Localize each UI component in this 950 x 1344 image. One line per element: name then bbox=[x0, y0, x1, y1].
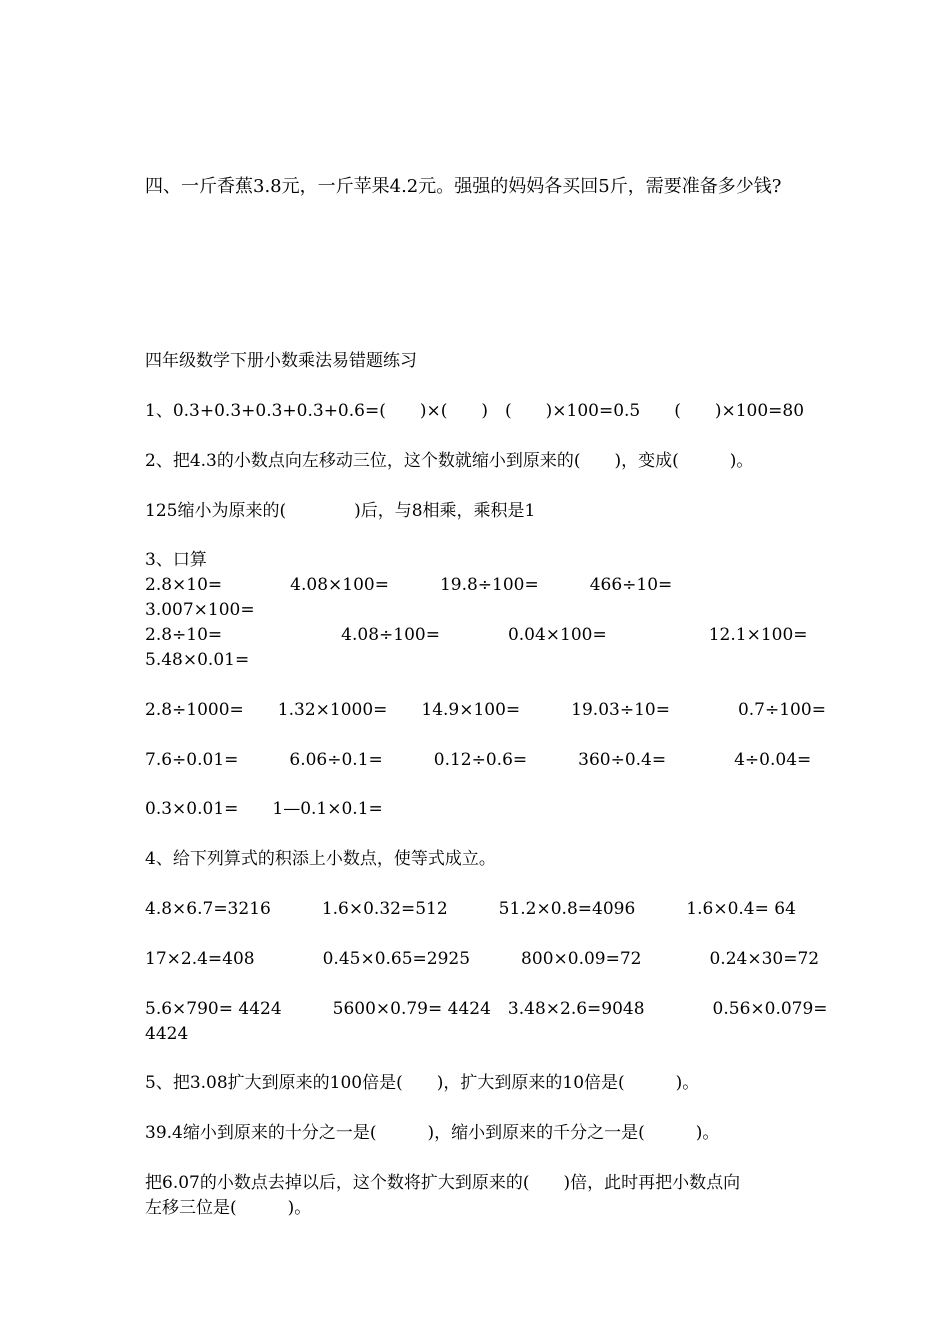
question-2b: 125缩小为原来的( )后，与8相乘，乘积是1 bbox=[145, 501, 536, 521]
question-2: 2、把4.3的小数点向左移动三位，这个数就缩小到原来的( )，变成( )。 bbox=[145, 451, 754, 471]
question-4-banana-apple: 四、一斤香蕉3.8元，一斤苹果4.2元。强强的妈妈各买回5斤，需要准备多少钱? bbox=[145, 176, 782, 197]
question-3-heading: 3、口算 bbox=[145, 550, 207, 570]
decimal-point-row-3b: 4424 bbox=[145, 1024, 189, 1044]
worksheet-title: 四年级数学下册小数乘法易错题练习 bbox=[145, 351, 417, 371]
question-4-heading: 4、给下列算式的积添上小数点，使等式成立。 bbox=[145, 849, 496, 869]
mental-math-row-1: 2.8×10= 4.08×100= 19.8÷100= 466÷10= bbox=[145, 575, 673, 595]
mental-math-row-2b: 5.48×0.01= bbox=[145, 650, 250, 670]
mental-math-row-4: 7.6÷0.01= 6.06÷0.1= 0.12÷0.6= 360÷0.4= 4÷0.04= bbox=[145, 750, 812, 770]
mental-math-row-3: 2.8÷1000= 1.32×1000= 14.9×100= 19.03÷10= 0.7÷100= bbox=[145, 700, 826, 720]
mental-math-row-2: 2.8÷10= 4.08÷100= 0.04×100= 12.1×100= bbox=[145, 625, 808, 645]
question-1: 1、0.3+0.3+0.3+0.3+0.6=( )×( ) ( )×100=0.5 ( )×100=80 bbox=[145, 401, 805, 421]
decimal-point-row-1: 4.8×6.7=3216 1.6×0.32=512 51.2×0.8=4096 1.6×0.4= 64 bbox=[145, 899, 796, 919]
question-5b: 39.4缩小到原来的十分之一是( )，缩小到原来的千分之一是( )。 bbox=[145, 1123, 720, 1143]
decimal-point-row-2: 17×2.4=408 0.45×0.65=2925 800×0.09=72 0.24×30=72 bbox=[145, 949, 820, 969]
decimal-point-row-3: 5.6×790= 4424 5600×0.79= 4424 3.48×2.6=9048 0.56×0.079= bbox=[145, 999, 828, 1019]
question-5: 5、把3.08扩大到原来的100倍是( )，扩大到原来的10倍是( )。 bbox=[145, 1073, 700, 1093]
question-5c: 把6.07的小数点去掉以后，这个数将扩大到原来的( )倍，此时再把小数点向 bbox=[145, 1173, 741, 1193]
mental-math-row-1b: 3.007×100= bbox=[145, 600, 255, 620]
question-5d: 左移三位是( )。 bbox=[145, 1198, 312, 1218]
mental-math-row-5: 0.3×0.01= 1—0.1×0.1= bbox=[145, 799, 383, 819]
